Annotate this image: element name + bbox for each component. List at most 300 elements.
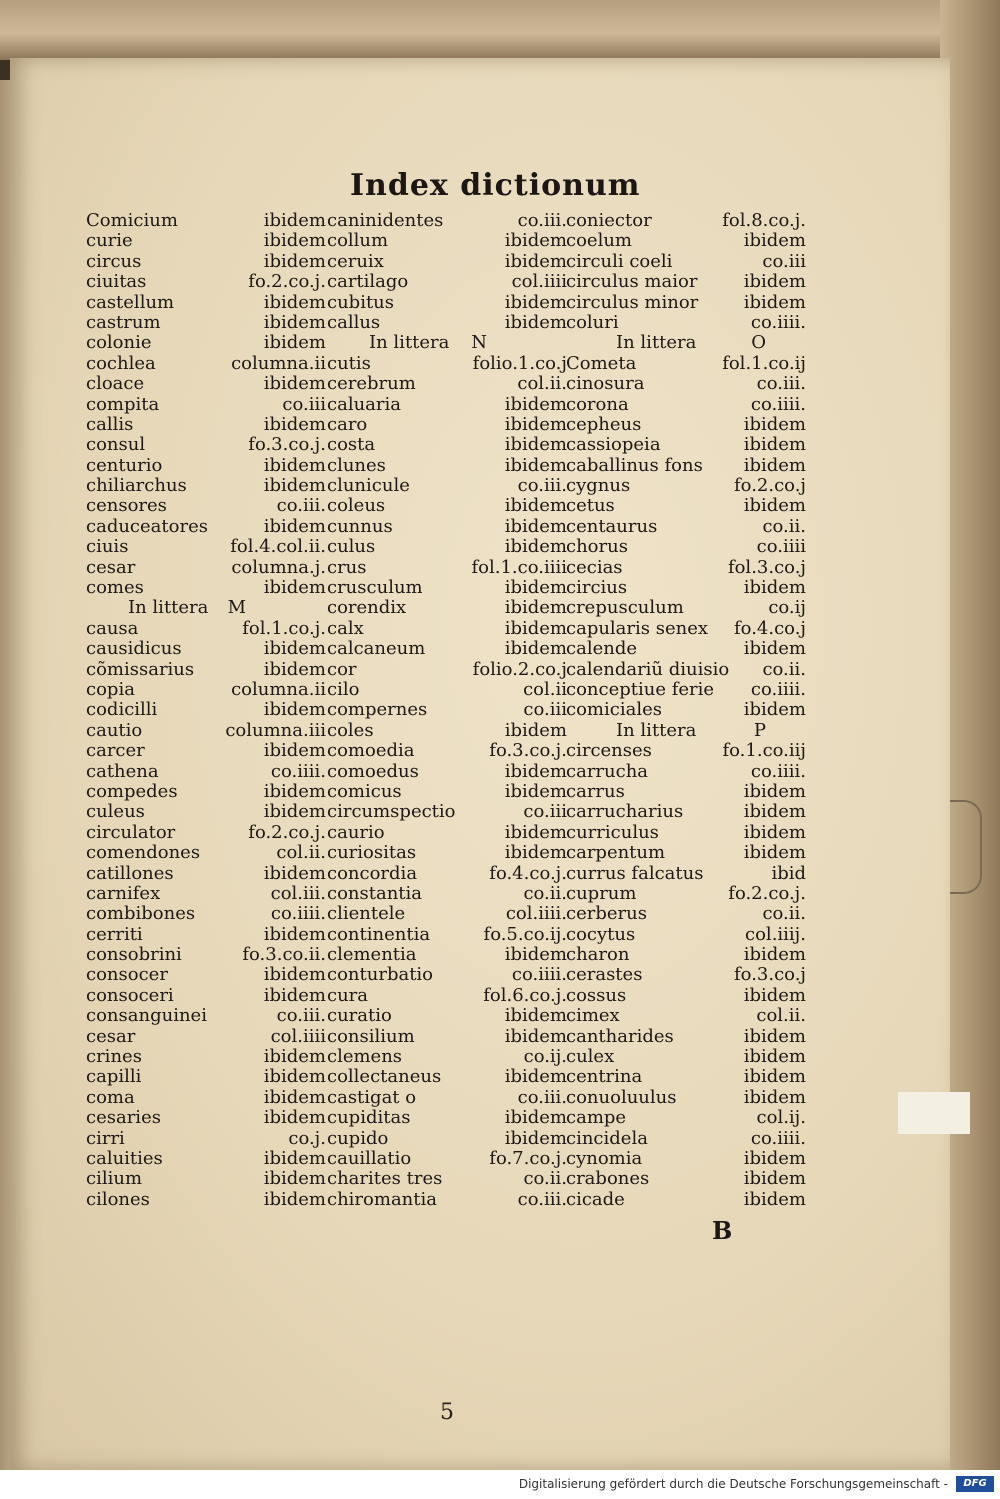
entry-reference: col.ij. <box>756 1107 806 1129</box>
index-entry <box>86 496 326 516</box>
entry-word: circulus maior <box>566 271 698 293</box>
entry-word: cochlea <box>86 352 156 374</box>
entry-reference: col.ii. <box>276 842 326 864</box>
entry-reference: ibidem <box>263 862 326 884</box>
entry-reference: co.iiii. <box>750 393 806 415</box>
entry-reference: ibidem <box>263 638 326 660</box>
entry-reference: ibidem <box>263 413 326 435</box>
entry-word: collum <box>327 230 389 252</box>
index-entry <box>566 1108 806 1128</box>
entry-reference: fol.3.co.j <box>727 556 806 578</box>
entry-reference: co.iiii. <box>750 311 806 333</box>
entry-reference: folio.1.co.j <box>472 352 567 374</box>
entry-reference: P <box>753 719 766 741</box>
entry-word: cilones <box>86 1188 150 1210</box>
index-entry <box>566 598 806 618</box>
entry-word: combibones <box>86 903 196 925</box>
entry-word: conuoluulus <box>566 1086 677 1108</box>
entry-word: cassiopeia <box>566 434 661 456</box>
entry-reference: fo.3.co.j <box>734 964 806 986</box>
entry-reference: ibidem <box>263 699 326 721</box>
entry-reference: ibidem <box>504 291 567 313</box>
entry-reference: co.iii. <box>517 475 567 497</box>
entry-reference: co.j. <box>288 1127 326 1149</box>
entry-reference: ibidem <box>743 1086 806 1108</box>
entry-word: conturbatio <box>327 964 434 986</box>
entry-word: constantia <box>327 882 423 904</box>
entry-word: cepheus <box>566 413 642 435</box>
index-entry <box>566 313 806 333</box>
entry-reference: ibidem <box>263 475 326 497</box>
index-entry <box>566 293 806 313</box>
index-entry <box>86 1149 326 1169</box>
entry-reference: ibidem <box>504 250 567 272</box>
index-entry <box>327 986 567 1006</box>
entry-reference: ibidem <box>504 413 567 435</box>
entry-word: cecias <box>566 556 623 578</box>
entry-reference: fol.1.co.iiii <box>471 556 567 578</box>
entry-word: cesar <box>86 556 136 578</box>
entry-word: compedes <box>86 780 178 802</box>
index-entry <box>327 537 567 557</box>
entry-reference: fo.2.co.j. <box>728 882 806 904</box>
entry-word: chorus <box>566 536 628 558</box>
entry-reference: ibidem <box>504 1107 567 1129</box>
entry-reference: ibid <box>771 862 806 884</box>
entry-word: castigat o <box>327 1086 417 1108</box>
entry-reference: col.iiij. <box>745 923 806 945</box>
entry-reference: co.iiii. <box>270 760 326 782</box>
index-entry <box>566 456 806 476</box>
entry-word: corendix <box>327 597 407 619</box>
entry-word: cetus <box>566 495 615 517</box>
entry-reference: ibidem <box>743 230 806 252</box>
index-entry <box>566 619 806 639</box>
entry-reference: ibidem <box>504 515 567 537</box>
entry-reference: fo.2.co.j. <box>248 271 326 293</box>
entry-reference: ibidem <box>743 801 806 823</box>
index-entry <box>327 782 567 802</box>
index-entry <box>86 252 326 272</box>
index-entry <box>327 558 567 578</box>
entry-word: coleus <box>327 495 386 517</box>
entry-reference: ibidem <box>263 984 326 1006</box>
entry-word: cartilago <box>327 271 409 293</box>
index-entry <box>566 558 806 578</box>
entry-reference: columna.j. <box>231 556 326 578</box>
entry-reference: ibidem <box>263 740 326 762</box>
entry-reference: co.ii. <box>762 903 806 925</box>
book-top-edge <box>0 0 1000 60</box>
entry-word: campe <box>566 1107 627 1129</box>
entry-word: cynomia <box>566 1147 643 1169</box>
index-column-3 <box>566 211 806 1210</box>
entry-word: cathena <box>86 760 159 782</box>
entry-reference: co.ii. <box>523 1168 567 1190</box>
entry-word: cilo <box>327 678 360 700</box>
entry-word: caro <box>327 413 368 435</box>
index-entry <box>566 639 806 659</box>
index-entry <box>86 986 326 1006</box>
index-entry <box>566 1067 806 1087</box>
entry-word: carnifex <box>86 882 161 904</box>
entry-word: consocer <box>86 964 168 986</box>
index-entry <box>86 700 326 720</box>
entry-word: crabones <box>566 1168 650 1190</box>
entry-word: cerebrum <box>327 373 416 395</box>
index-entry <box>86 1169 326 1189</box>
entry-word: calende <box>566 638 637 660</box>
entry-word: caduceatores <box>86 515 208 537</box>
entry-word: comoedia <box>327 740 415 762</box>
entry-reference: ibidem <box>504 1005 567 1027</box>
entry-reference: ibidem <box>263 1147 326 1169</box>
entry-reference: co.iiii. <box>750 1127 806 1149</box>
entry-word: clunicule <box>327 475 410 497</box>
index-entry <box>86 904 326 924</box>
entry-word: cerastes <box>566 964 643 986</box>
index-entry <box>566 864 806 884</box>
index-entry <box>86 231 326 251</box>
index-entry <box>86 1088 326 1108</box>
entry-reference: co.iii. <box>756 373 806 395</box>
entry-word: coma <box>86 1086 135 1108</box>
entry-reference: co.iiii <box>756 536 806 558</box>
index-entry <box>327 435 567 455</box>
entry-reference: ibidem <box>743 699 806 721</box>
index-entry <box>327 476 567 496</box>
entry-word: causa <box>86 617 139 639</box>
entry-reference: ibidem <box>743 780 806 802</box>
index-entry <box>566 945 806 965</box>
entry-reference: ibidem <box>263 515 326 537</box>
entry-word: comoedus <box>327 760 419 782</box>
entry-reference: ibidem <box>263 577 326 599</box>
index-entry <box>86 802 326 822</box>
index-entry <box>86 680 326 700</box>
index-entry <box>327 864 567 884</box>
entry-word: curie <box>86 230 133 252</box>
entry-word: calx <box>327 617 364 639</box>
entry-word: consul <box>86 434 146 456</box>
entry-word: cygnus <box>566 475 631 497</box>
index-entry <box>566 435 806 455</box>
entry-reference: fo.3.co.j. <box>248 434 326 456</box>
entry-word: ceruix <box>327 250 384 272</box>
index-entry <box>86 415 326 435</box>
entry-word: calcaneum <box>327 638 426 660</box>
entry-word: coluri <box>566 311 619 333</box>
section-heading <box>86 598 326 618</box>
index-entry <box>86 476 326 496</box>
index-entry <box>327 578 567 598</box>
index-entry <box>566 700 806 720</box>
index-column-1 <box>86 211 326 1210</box>
entry-reference: N <box>471 332 487 354</box>
paper-tab-marker <box>898 1092 970 1134</box>
entry-reference: ibidem <box>743 495 806 517</box>
entry-reference: ibidem <box>263 801 326 823</box>
entry-word: In littera <box>616 332 697 354</box>
entry-reference: ibidem <box>504 1066 567 1088</box>
index-entry <box>86 517 326 537</box>
entry-reference: ibidem <box>504 434 567 456</box>
index-entry <box>86 272 326 292</box>
index-entry <box>86 1006 326 1026</box>
entry-reference: co.ij. <box>523 1046 567 1068</box>
index-entry <box>566 782 806 802</box>
entry-word: caurio <box>327 821 385 843</box>
entry-reference: fo.2.co.j <box>734 475 806 497</box>
entry-word: cerriti <box>86 923 143 945</box>
index-entry <box>86 456 326 476</box>
index-entry <box>327 843 567 863</box>
index-entry <box>327 1047 567 1067</box>
entry-word: conceptiue ferie <box>566 678 715 700</box>
index-entry <box>566 354 806 374</box>
entry-reference: co.iii <box>282 393 326 415</box>
entry-word: cõmissarius <box>86 658 195 680</box>
index-entry <box>327 1088 567 1108</box>
entry-word: consilium <box>327 1025 415 1047</box>
entry-word: In littera <box>616 719 697 741</box>
index-entry <box>566 476 806 496</box>
entry-word: cossus <box>566 984 627 1006</box>
index-entry <box>566 925 806 945</box>
index-entry <box>327 517 567 537</box>
entry-reference: fol.1.co.j. <box>242 617 326 639</box>
index-entry <box>327 354 567 374</box>
index-entry <box>327 272 567 292</box>
entry-word: consanguinei <box>86 1005 207 1027</box>
entry-reference: co.ii. <box>762 658 806 680</box>
entry-word: ciuitas <box>86 271 147 293</box>
entry-word: censores <box>86 495 167 517</box>
index-entry <box>86 1190 326 1210</box>
entry-reference: ibidem <box>263 250 326 272</box>
entry-word: ciuis <box>86 536 129 558</box>
index-entry <box>86 313 326 333</box>
index-entry <box>566 1129 806 1149</box>
entry-word: cicade <box>566 1188 625 1210</box>
index-entry <box>86 537 326 557</box>
index-entry <box>86 435 326 455</box>
entry-word: circulator <box>86 821 176 843</box>
entry-reference: ibidem <box>504 780 567 802</box>
entry-reference: ibidem <box>263 454 326 476</box>
entry-word: coelum <box>566 230 632 252</box>
index-entry <box>86 558 326 578</box>
entry-reference: columna.ii <box>231 678 326 700</box>
entry-word: cutis <box>327 352 371 374</box>
entry-reference: ibidem <box>504 719 567 741</box>
index-entry <box>86 660 326 680</box>
index-entry <box>86 741 326 761</box>
entry-reference: ibidem <box>743 1046 806 1068</box>
entry-reference: fo.3.co.j. <box>489 740 567 762</box>
index-entry <box>86 639 326 659</box>
index-entry <box>86 843 326 863</box>
index-entry <box>327 211 567 231</box>
index-entry <box>327 721 567 741</box>
index-entry <box>86 333 326 353</box>
entry-reference: co.iii. <box>517 1188 567 1210</box>
index-entry <box>566 537 806 557</box>
entry-word: carrucha <box>566 760 649 782</box>
index-entry <box>327 639 567 659</box>
entry-reference: co.ii. <box>523 882 567 904</box>
index-entry <box>86 1067 326 1087</box>
entry-reference: ibidem <box>504 1025 567 1047</box>
entry-word: caluities <box>86 1147 163 1169</box>
entry-word: circenses <box>566 740 652 762</box>
entry-reference: fol.8.co.j. <box>722 210 806 231</box>
entry-reference: ibidem <box>504 821 567 843</box>
entry-reference: co.iii <box>523 801 567 823</box>
entry-reference: co.iii <box>762 250 806 272</box>
index-entry <box>327 965 567 985</box>
index-entry <box>566 517 806 537</box>
index-entry <box>327 802 567 822</box>
entry-word: culus <box>327 536 376 558</box>
entry-word: callis <box>86 413 134 435</box>
entry-word: clemens <box>327 1046 403 1068</box>
entry-reference: ibidem <box>504 454 567 476</box>
entry-reference: fo.2.co.j. <box>248 821 326 843</box>
index-entry <box>566 1027 806 1047</box>
entry-reference: fo.1.co.iij <box>722 740 806 762</box>
entry-reference: ibidem <box>504 638 567 660</box>
entry-word: comiciales <box>566 699 662 721</box>
index-entry <box>86 762 326 782</box>
index-entry <box>566 884 806 904</box>
entry-word: cor <box>327 658 357 680</box>
entry-word: cura <box>327 984 369 1006</box>
entry-word: codicilli <box>86 699 158 721</box>
folio-mark: 5 <box>440 1400 454 1425</box>
entry-word: consobrini <box>86 944 182 966</box>
index-entry <box>86 578 326 598</box>
entry-word: calendariũ diuisio <box>566 658 730 680</box>
index-entry <box>327 619 567 639</box>
index-entry <box>327 945 567 965</box>
index-entry <box>86 354 326 374</box>
entry-reference: fol.1.co.ij <box>722 352 806 374</box>
entry-word: concordia <box>327 862 418 884</box>
index-entry <box>86 374 326 394</box>
entry-word: cesaries <box>86 1107 161 1129</box>
entry-word: compita <box>86 393 160 415</box>
entry-word: colonie <box>86 332 152 354</box>
index-entry <box>86 1027 326 1047</box>
index-entry <box>327 1149 567 1169</box>
entry-word: capularis senex <box>566 617 709 639</box>
entry-word: cilium <box>86 1168 143 1190</box>
index-entry <box>327 884 567 904</box>
entry-word: curatio <box>327 1005 392 1027</box>
entry-reference: ibidem <box>504 760 567 782</box>
entry-word: coniector <box>566 210 652 231</box>
entry-word: cincidela <box>566 1127 648 1149</box>
entry-reference: ibidem <box>743 291 806 313</box>
entry-word: crepusculum <box>566 597 684 619</box>
entry-reference: fo.3.co.ii. <box>242 944 326 966</box>
entry-reference: col.iiii <box>511 271 567 293</box>
entry-word: copia <box>86 678 135 700</box>
entry-reference: ibidem <box>504 577 567 599</box>
index-entry <box>566 578 806 598</box>
entry-reference: ibidem <box>743 944 806 966</box>
entry-word: cuprum <box>566 882 637 904</box>
entry-reference: ibidem <box>263 210 326 231</box>
entry-word: crusculum <box>327 577 423 599</box>
page-heading: Index dictionum <box>350 168 641 203</box>
index-entry <box>327 1169 567 1189</box>
index-entry <box>327 1027 567 1047</box>
entry-word: curriculus <box>566 821 659 843</box>
entry-word: compernes <box>327 699 428 721</box>
entry-word: crines <box>86 1046 142 1068</box>
entry-reference: ibidem <box>743 1025 806 1047</box>
index-entry <box>566 823 806 843</box>
entry-reference: ibidem <box>263 658 326 680</box>
entry-word: cupiditas <box>327 1107 411 1129</box>
index-entry <box>86 1129 326 1149</box>
entry-reference: col.ii <box>523 678 567 700</box>
index-column-2 <box>327 211 567 1210</box>
index-entry <box>327 313 567 333</box>
entry-reference: col.iiii <box>270 1025 326 1047</box>
entry-word: centaurus <box>566 515 658 537</box>
entry-reference: co.iii. <box>276 495 326 517</box>
entry-reference: ibidem <box>263 1107 326 1129</box>
index-entry <box>327 293 567 313</box>
entry-reference: ibidem <box>504 617 567 639</box>
index-entry <box>566 741 806 761</box>
entry-word: In littera <box>128 597 209 619</box>
entry-word: clementia <box>327 944 417 966</box>
index-entry <box>327 1108 567 1128</box>
index-entry <box>566 231 806 251</box>
index-entry <box>86 782 326 802</box>
entry-reference: ibidem <box>263 373 326 395</box>
index-entry <box>86 619 326 639</box>
entry-word: cirri <box>86 1127 125 1149</box>
entry-word: circius <box>566 577 628 599</box>
entry-word: costa <box>327 434 376 456</box>
index-entry <box>566 762 806 782</box>
entry-reference: ibidem <box>263 964 326 986</box>
entry-reference: ibidem <box>263 1188 326 1210</box>
entry-reference: co.iii. <box>517 210 567 231</box>
entry-word: causidicus <box>86 638 182 660</box>
entry-word: corona <box>566 393 629 415</box>
entry-reference: ibidem <box>743 821 806 843</box>
entry-reference: ibidem <box>504 842 567 864</box>
entry-reference: folio.2.co.j <box>472 658 567 680</box>
index-entry <box>327 904 567 924</box>
index-entry <box>566 904 806 924</box>
entry-reference: ibidem <box>743 1066 806 1088</box>
entry-reference: ibidem <box>504 311 567 333</box>
entry-word: culex <box>566 1046 615 1068</box>
entry-word: curiositas <box>327 842 417 864</box>
entry-reference: ibidem <box>263 1086 326 1108</box>
entry-reference: co.iii <box>523 699 567 721</box>
section-heading <box>566 333 806 353</box>
entry-reference: ibidem <box>263 923 326 945</box>
entry-word: cerberus <box>566 903 647 925</box>
